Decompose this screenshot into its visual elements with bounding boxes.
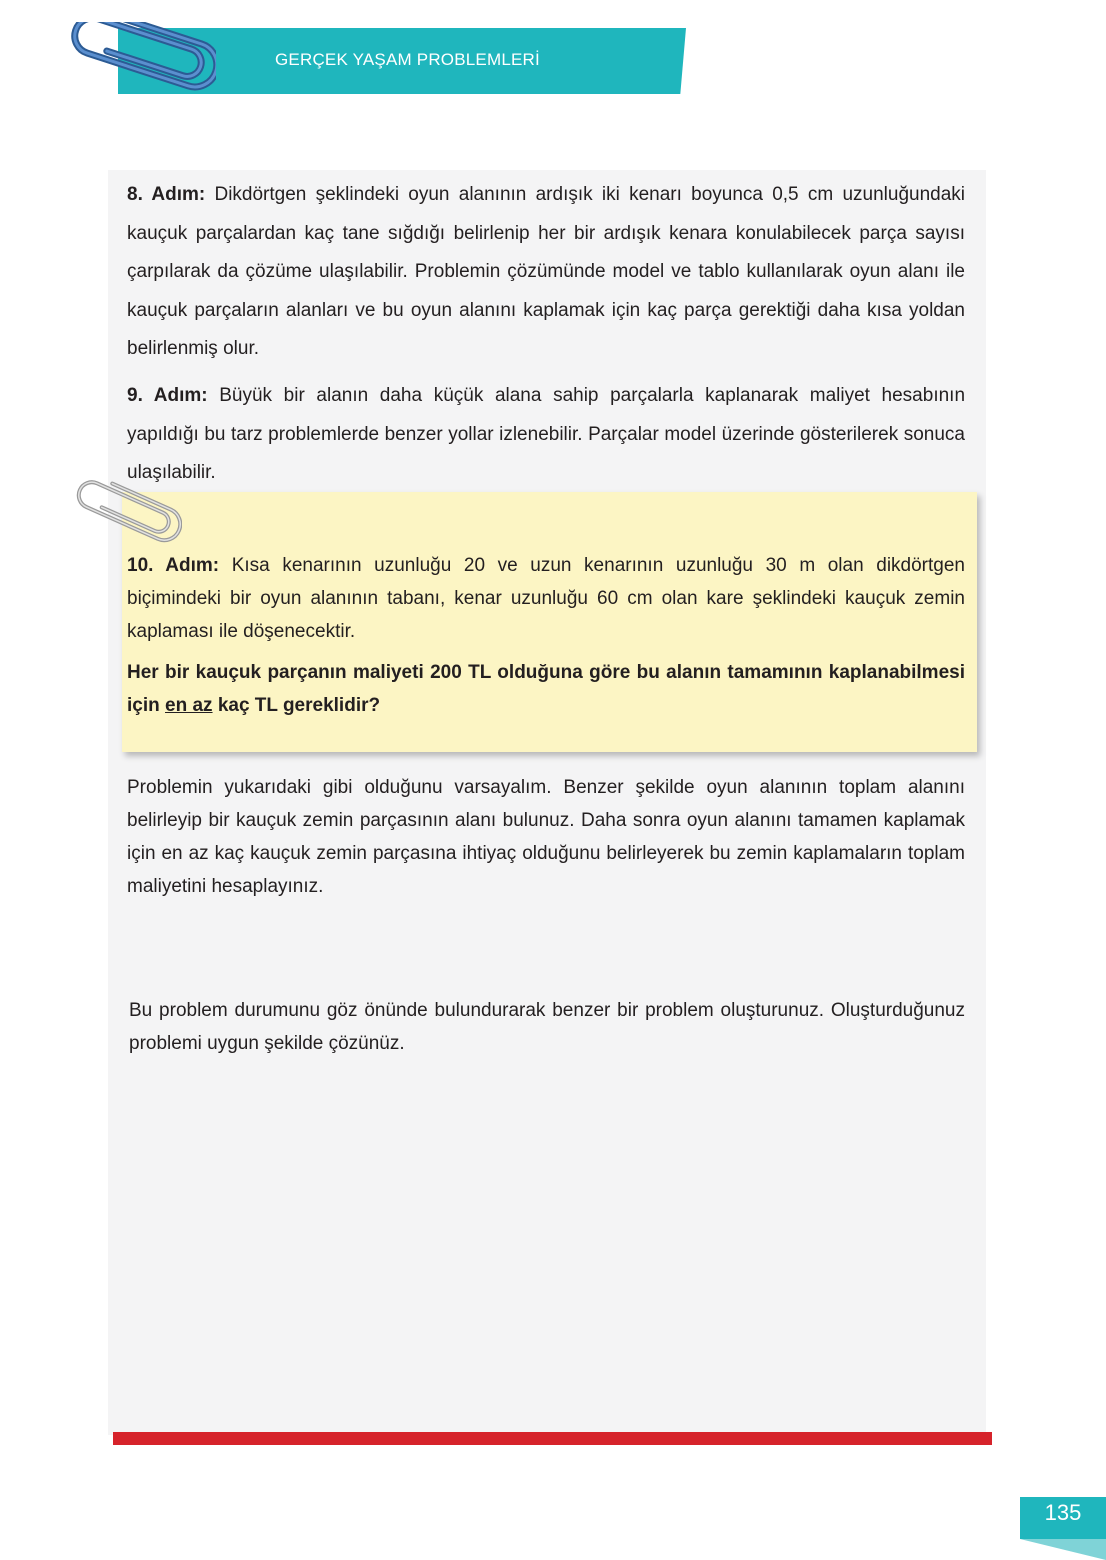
step-9-label: 9. Adım: <box>127 385 208 406</box>
question-emphasis: en az <box>165 695 213 716</box>
step-9-text: Büyük bir alanın daha küçük alana sahip parçalarla kaplanarak maliyet hesabının yapıldığı bu tarz problemlerde benzer yollar izlenebilir. Parçalar model üzerinde gösterilerek sonuca ulaşılabilir. <box>127 385 966 483</box>
section-title: GERÇEK YAŞAM PROBLEMLERİ <box>275 50 540 69</box>
question-part-1: Her bir kauçuk parçanın maliyeti 200 TL olduğuna göre bu alanın tamamının kaplanabilmesi için <box>127 662 965 716</box>
page-number-fold <box>1020 1539 1106 1560</box>
step-10-text: Kısa kenarının uzunluğu 20 ve uzun kenarının uzunluğu 30 m olan dikdörtgen biçimindeki bir oyun alanının tabanı, kenar uzunluğu 60 cm olan kare şeklindeki kauçuk zemin kaplaması ile döşenecektir. <box>127 555 965 642</box>
question-part-2: kaç TL gereklidir? <box>212 695 381 716</box>
step-8-label: 8. Adım: <box>127 184 206 205</box>
paperclip-icon-grey <box>72 480 182 544</box>
step-10-paragraph <box>127 549 965 648</box>
step-9-paragraph <box>127 377 965 493</box>
instruction-paragraph-2: Bu problem durumunu göz önünde bulundurarak benzer bir problem oluşturunuz. Oluşturduğunuz problemi uygun şekilde çözünüz. <box>129 1000 965 1054</box>
paperclip-icon-blue <box>66 22 216 96</box>
step-10-question <box>127 656 965 722</box>
step-8-text: Dikdörtgen şeklindeki oyun alanının ardışık iki kenarı boyunca 0,5 cm uzunluğundaki kauçuk parçalardan kaç tane sığdığı belirlenip her bir ardışık kenara konulabilecek parça sayısı çarpılarak da çözüme ulaşılabilir. Problemin çözümünde model ve tablo kullanılarak oyun alanı ile kauçuk parçaların alanları ve bu oyun alanını kaplamak için kaç parça gerektiği daha kısa yoldan belirlenmiş olur. <box>127 184 966 359</box>
step-8-paragraph <box>127 176 965 369</box>
step-10-label: 10. Adım: <box>127 555 220 576</box>
page-number: 135 <box>1044 1500 1082 1525</box>
instruction-paragraph-1: Problemin yukarıdaki gibi olduğunu varsayalım. Benzer şekilde oyun alanının toplam alanını belirleyip bir kauçuk zemin parçasının alanı bulunuz. Daha sonra oyun alanını tamamen kaplamak için en az kaç kauçuk zemin parçasına ihtiyaç olduğunu belirleyerek bu zemin kaplamaların toplam maliyetini hesaplayınız. <box>127 777 965 897</box>
footer-red-bar <box>113 1432 992 1445</box>
